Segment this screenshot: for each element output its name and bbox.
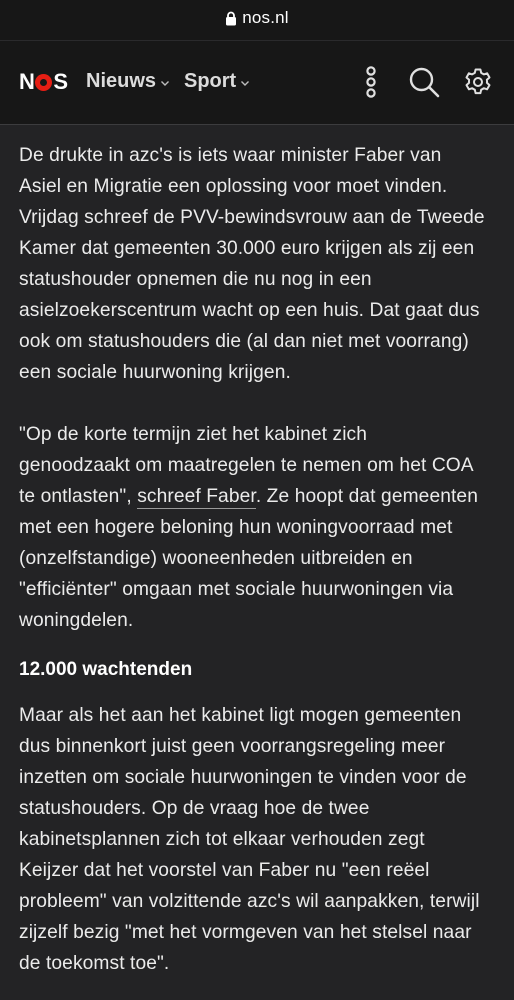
paragraph-line: "Op de korte termijn ziet het kabinet zich <box>19 424 368 445</box>
article-paragraph <box>19 140 499 388</box>
logo-o <box>35 74 52 91</box>
paragraph-line: "efficiënter" omgaan met sociale huurwoningen via <box>19 579 454 600</box>
paragraph-line: Kamer dat gemeenten 30.000 euro krijgen als zij een <box>19 238 475 259</box>
nav-item-label: Nieuws <box>86 70 157 92</box>
chevron-down-icon <box>160 79 170 87</box>
paragraph-line: statushouders. Op de vraag hoe de twee <box>19 798 370 819</box>
paragraph-line: een sociale huurwoning krijgen. <box>19 362 291 383</box>
paragraph-line: Vrijdag schreef de PVV-bewindsvrouw aan de Tweede <box>19 207 485 228</box>
paragraph-line-part: te ontlasten", <box>19 486 138 507</box>
logo-n: N <box>19 69 35 94</box>
article-paragraph <box>19 700 499 979</box>
more-menu-button[interactable] <box>353 64 389 100</box>
paragraph-line: de toekomst toe". <box>19 953 170 974</box>
paragraph-line: inzetten om sociale huurwoningen te vinden voor de <box>19 767 467 788</box>
paragraph-line: asielzoekerscentrum wacht op een huis. Dat gaat dus <box>19 300 480 321</box>
nav-item-nieuws[interactable] <box>86 70 170 93</box>
paragraph-line: genoodzaakt om maatregelen te nemen om het COA <box>19 455 474 476</box>
url-text: nos.nl <box>242 8 289 27</box>
article-paragraph <box>19 419 499 636</box>
paragraph-line: zijzelf bezig "met het vormgeven van het stelsel naar <box>19 922 472 943</box>
paragraph-line-part: . Ze hoopt dat gemeenten <box>255 486 478 507</box>
paragraph-line: Keijzer dat het voorstel van Faber nu "een reëel <box>19 860 430 881</box>
paragraph-line: met een hogere beloning hun woningvoorraad met <box>19 517 453 538</box>
paragraph-line: Maar als het aan het kabinet ligt mogen gemeenten <box>19 705 462 726</box>
search-icon <box>408 66 440 98</box>
paragraph-line: woningdelen. <box>19 610 134 631</box>
paragraph-line: (onzelfstandige) wooneenheden uitbreiden en <box>19 548 413 569</box>
lock-icon <box>225 11 237 26</box>
search-button[interactable] <box>406 64 442 100</box>
logo-s: S <box>53 69 68 94</box>
nav-item-label: Sport <box>184 70 237 92</box>
nav-item-sport[interactable] <box>184 70 250 93</box>
gear-icon <box>463 67 493 97</box>
more-vertical-icon <box>364 66 378 98</box>
paragraph-line: statushouder opnemen die nu nog in een <box>19 269 372 290</box>
section-heading: 12.000 wachtenden <box>19 659 193 680</box>
paragraph-line: dus binnenkort juist geen voorrangsregeling meer <box>19 736 446 757</box>
paragraph-line: kabinetsplannen zich tot elkaar verhouden zegt <box>19 829 425 850</box>
paragraph-line: probleem" van volzittende azc's wil aanpakken, terwijl <box>19 891 480 912</box>
paragraph-line: Asiel en Migratie een oplossing voor moet vinden. <box>19 176 448 197</box>
schreef-faber-link[interactable]: schreef Faber <box>137 486 256 507</box>
url-display[interactable] <box>225 8 289 28</box>
paragraph-line: ook om statushouders die (al dan niet met voorrang) <box>19 331 469 352</box>
settings-button[interactable] <box>460 64 496 100</box>
chevron-down-icon <box>240 79 250 87</box>
site-header <box>0 40 514 125</box>
browser-address-bar[interactable] <box>0 0 514 40</box>
paragraph-line: De drukte in azc's is iets waar minister Faber van <box>19 145 442 166</box>
nos-logo[interactable] <box>19 71 69 93</box>
